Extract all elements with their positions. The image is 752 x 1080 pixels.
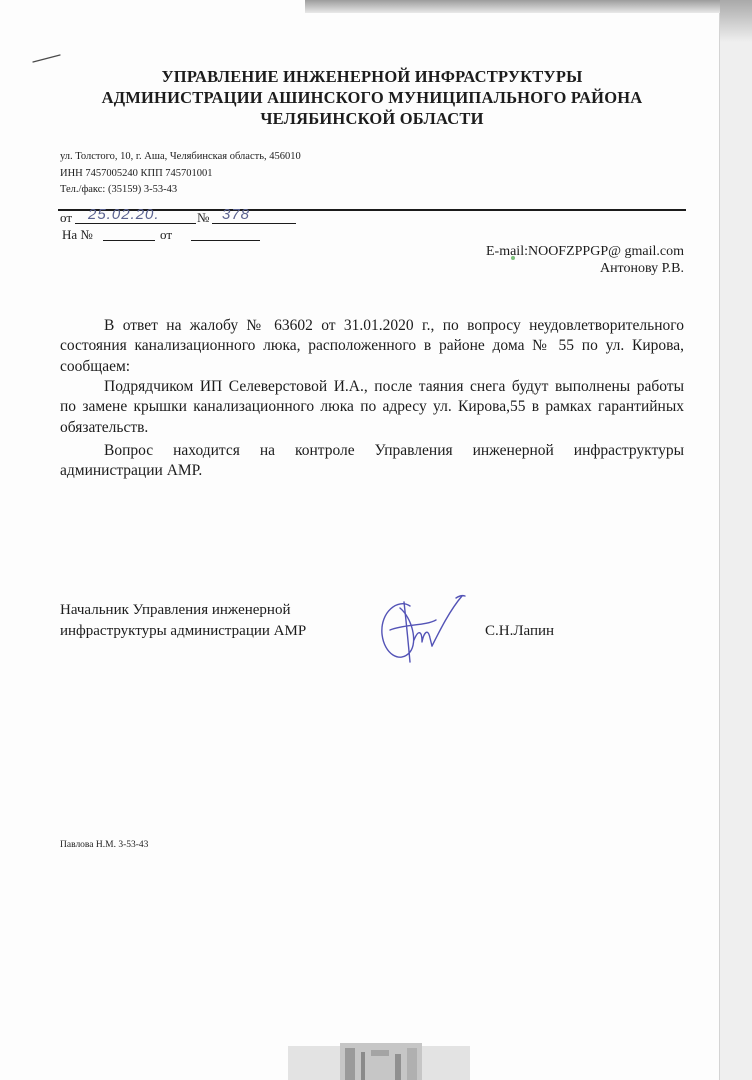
paragraph-reply-intro: [60, 316, 684, 378]
signatory-name: С.Н.Лапин: [485, 623, 555, 639]
header-line: ЧЕЛЯБИНСКОЙ ОБЛАСТИ: [260, 109, 484, 128]
body-line: сообщаем:: [60, 357, 131, 375]
body-line: Вопрос находится на контроле Управления инженерной инфраструктуры: [104, 441, 684, 459]
signatory-position-line: инфраструктуры администрации АМР: [60, 622, 307, 639]
body-line: Подрядчиком ИП Селеверстовой И.А., после таяния снега будут выполнены работы: [104, 377, 684, 395]
signatory-position: [60, 600, 306, 642]
recipient-email: E-mail:NOOFZPPGP@ gmail.com: [485, 244, 684, 259]
scan-edge-top: [305, 0, 720, 13]
header-line: АДМИНИСТРАЦИИ АШИНСКОГО МУНИЦИПАЛЬНОГО РАЙОНА: [101, 88, 643, 107]
body-line: обязательств.: [60, 418, 149, 436]
body-line: состояния канализационного люка, расположенного в районе дома № 55 по ул. Кирова,: [60, 337, 684, 355]
header-line: УПРАВЛЕНИЕ ИНЖЕНЕРНОЙ ИНФРАСТРУКТУРЫ: [161, 67, 583, 86]
organization-requisites: [60, 149, 301, 199]
scan-artifact-bottom: [285, 1040, 475, 1080]
body-line: администрации АМР.: [60, 462, 203, 480]
scan-edge-corner: [720, 0, 752, 42]
paragraph-contractor-works: [60, 377, 684, 439]
handwritten-number: 378: [222, 206, 251, 223]
address: ул. Толстого, 10, г. Аша, Челябинская область, 456010: [60, 151, 301, 162]
phone-fax: Тел./факс: (35159) 3-53-43: [60, 184, 178, 195]
body-line: по замене крышки канализационного люка по адресу ул. Кирова,55 в рамках гарантийных: [60, 398, 684, 416]
recipient-name: Антонову Р.В.: [599, 260, 684, 276]
inn-kpp: ИНН 7457005240 КПП 745701001: [60, 167, 213, 179]
reply-number-label: На №: [62, 226, 93, 242]
date-label: от: [60, 210, 73, 225]
recipient-block: [486, 244, 684, 277]
organization-header: [60, 66, 684, 129]
reply-number-underline: [103, 240, 155, 241]
scan-edge-right: [719, 0, 752, 1080]
paragraph-control: [60, 441, 684, 482]
reply-date-label: от: [160, 226, 173, 242]
body-line: В ответ на жалобу № 63602 от 31.01.2020 г., по вопросу неудовлетворительного: [104, 316, 684, 334]
reply-date-underline: [191, 240, 260, 241]
executor-note: Павлова Н.М. 3-53-43: [60, 840, 149, 850]
number-label: №: [197, 210, 210, 225]
signatory-position-line: Начальник Управления инженерной: [60, 601, 291, 618]
handwritten-date: 25.02.20.: [88, 206, 160, 223]
handwritten-signature: [370, 590, 470, 670]
